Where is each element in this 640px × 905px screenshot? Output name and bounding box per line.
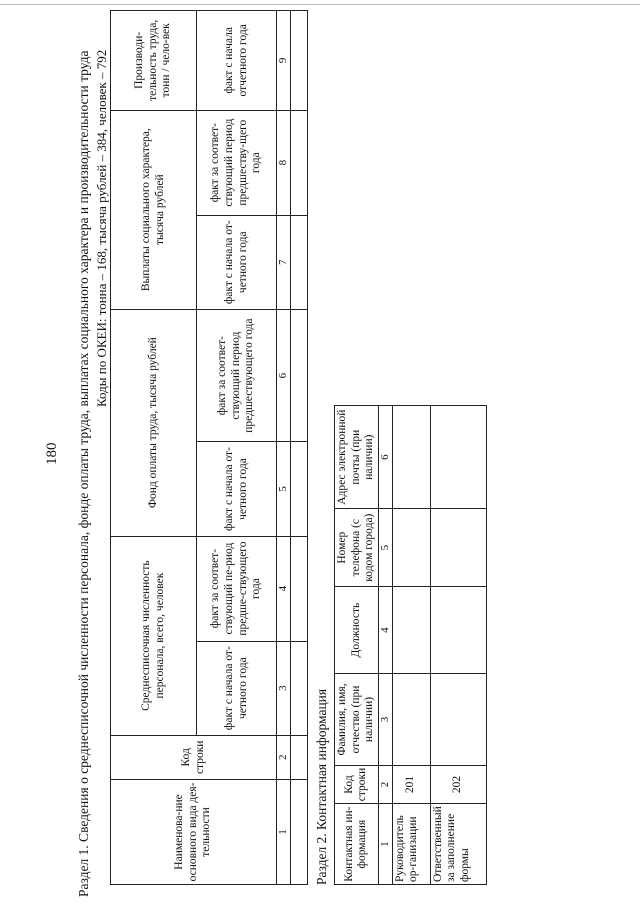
row-code: 202	[430, 765, 486, 804]
section2-table	[334, 405, 487, 885]
email-cell[interactable]	[430, 406, 486, 509]
col-number: 4	[378, 587, 392, 674]
header-position: Должность	[335, 587, 379, 674]
header-phone: Номер телефона (с кодом города)	[335, 509, 379, 587]
col-number: 3	[277, 641, 291, 735]
email-cell[interactable]	[392, 406, 430, 509]
fio-cell[interactable]	[430, 674, 486, 766]
col-number: 1	[378, 804, 392, 885]
empty-cell[interactable]	[291, 779, 308, 884]
empty-cell[interactable]	[291, 735, 308, 779]
row-label: Руководитель ор-ганизации	[392, 804, 430, 885]
header-social: Выплаты социального характера, тысяча рублей	[111, 110, 197, 309]
col-number: 5	[378, 509, 392, 587]
col-number: 7	[277, 215, 291, 309]
okei-codes: Коды по ОКЕИ: тонна – 168, тысяча рублей – 384, человек – 792	[94, 49, 109, 407]
header-activity: Наименова-ние основного вида дея-тельности	[111, 779, 277, 884]
position-cell[interactable]	[392, 587, 430, 674]
header-payroll-fact-start: факт с начала от-четного года	[197, 442, 277, 536]
col-number: 9	[277, 11, 291, 111]
header-fio: Фамилия, имя, отчество (при наличии)	[335, 674, 379, 766]
header-headcount-fact-start: факт с начала от-четного года	[197, 641, 277, 735]
header-code: Код строки	[335, 765, 379, 804]
empty-cell[interactable]	[291, 442, 308, 536]
position-cell[interactable]	[430, 587, 486, 674]
phone-cell[interactable]	[392, 509, 430, 587]
header-productivity-fact-start: факт с начала отчетного года	[197, 11, 277, 111]
col-number: 8	[277, 110, 291, 215]
col-number: 5	[277, 442, 291, 536]
empty-cell[interactable]	[291, 309, 308, 442]
col-number: 2	[378, 765, 392, 804]
header-headcount-fact-prev: факт за соответ-ствующий пе-риод предше-ствующего года	[197, 536, 277, 641]
section1-title: Раздел 1. Сведения о среднесписочной численности персонала, фонде оплаты труда, выплатах социального характера и производительности труда	[76, 50, 91, 897]
empty-cell[interactable]	[291, 11, 308, 111]
row-code: 201	[392, 765, 430, 804]
empty-cell[interactable]	[291, 641, 308, 735]
empty-cell[interactable]	[291, 536, 308, 641]
header-social-fact-start: факт с начала от-четного года	[197, 215, 277, 309]
header-contact: Контактная ин-формация	[335, 804, 379, 885]
header-email: Адрес электронной почты (при наличии)	[335, 406, 379, 509]
header-code: Код строки	[111, 735, 277, 779]
col-number: 6	[277, 309, 291, 442]
col-number: 3	[378, 674, 392, 766]
col-number: 2	[277, 735, 291, 779]
empty-cell[interactable]	[291, 215, 308, 309]
header-payroll-fact-prev: факт за соответ-ствующий период предшествующего года	[197, 309, 277, 442]
col-number: 4	[277, 536, 291, 641]
page-number: 180	[44, 442, 60, 465]
empty-cell[interactable]	[291, 110, 308, 215]
table-row	[430, 406, 486, 885]
fio-cell[interactable]	[392, 674, 430, 766]
section2-title: Раздел 2. Контактная информация	[314, 688, 329, 885]
col-number: 1	[277, 779, 291, 884]
header-payroll: Фонд оплаты труда, тысяча рублей	[111, 309, 197, 536]
row-label: Ответственный за заполнение формы	[430, 804, 486, 885]
table-row	[392, 406, 430, 885]
col-number: 6	[378, 406, 392, 509]
header-social-fact-prev: факт за соответ-ствующий период предшеству-щего года	[197, 110, 277, 215]
section1-table	[110, 10, 308, 885]
phone-cell[interactable]	[430, 509, 486, 587]
header-productivity: Производи-тельность труда, тонн / чело-век	[111, 11, 197, 111]
header-headcount: Среднесписочная численность персонала, всего, человек	[111, 536, 197, 735]
